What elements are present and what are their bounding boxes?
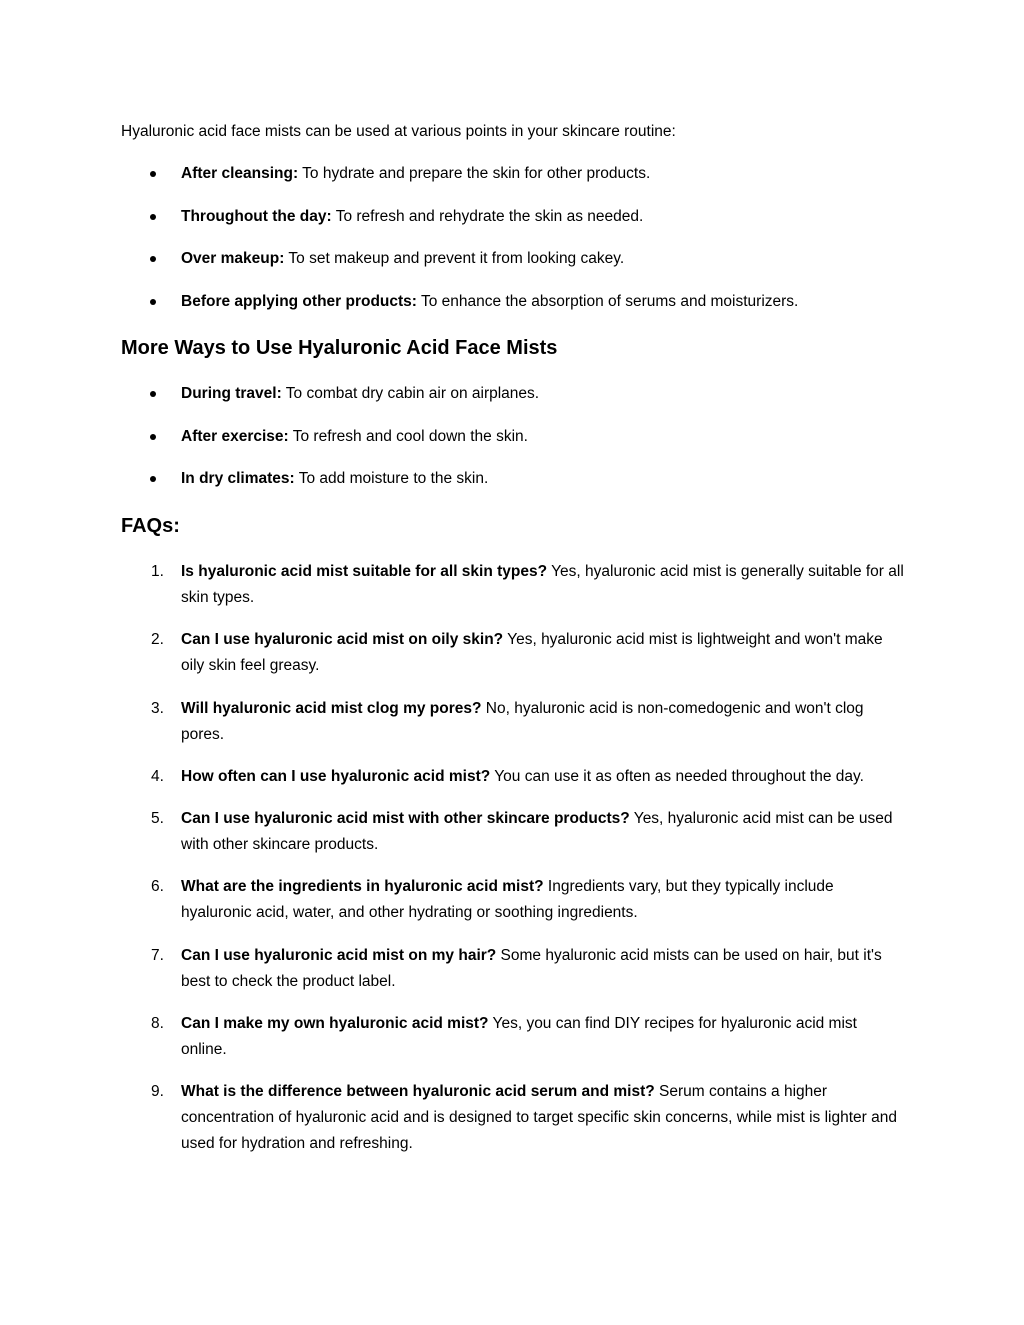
list-item bbox=[0, 291, 1024, 334]
bullet-icon bbox=[150, 391, 156, 397]
list-item bbox=[0, 248, 1024, 291]
faq-question: Can I use hyaluronic acid mist on oily skin? bbox=[181, 631, 504, 649]
item-text: To combat dry cabin air on airplanes. bbox=[281, 385, 540, 402]
faq-item bbox=[0, 764, 906, 790]
faq-question: Can I use hyaluronic acid mist on my hair? bbox=[181, 946, 497, 964]
faq-answer: You can use it as often as needed throughout the day. bbox=[490, 767, 864, 785]
item-term: Before applying other products: bbox=[181, 292, 417, 310]
faq-answer: Yes, you can find DIY recipes for hyaluronic acid mist online. bbox=[181, 1015, 857, 1059]
bullet-icon bbox=[150, 214, 156, 220]
faq-number: 2. bbox=[151, 631, 164, 649]
item-text: To add moisture to the skin. bbox=[294, 470, 489, 487]
faq-number: 3. bbox=[151, 699, 164, 717]
intro-paragraph: Hyaluronic acid face mists can be used at various points in your skincare routine: bbox=[121, 123, 676, 140]
item-term: After exercise: bbox=[181, 427, 289, 445]
item-term: During travel: bbox=[181, 385, 282, 402]
faq-answer: Yes, hyaluronic acid mist can be used with other skincare products. bbox=[181, 810, 893, 854]
faq-question: Will hyaluronic acid mist clog my pores? bbox=[181, 699, 482, 717]
faq-number: 5. bbox=[151, 810, 164, 828]
bullet-icon bbox=[150, 256, 156, 262]
item-text: To refresh and cool down the skin. bbox=[288, 427, 528, 445]
item-term: Over makeup: bbox=[181, 250, 285, 267]
faq-answer: Some hyaluronic acid mists can be used on hair, but it's best to check the product label. bbox=[181, 946, 882, 990]
faq-number: 9. bbox=[151, 1083, 164, 1101]
bullet-icon bbox=[150, 171, 156, 177]
faq-number: 7. bbox=[151, 946, 164, 964]
faq-answer: Yes, hyaluronic acid mist is lightweight and won't make oily skin feel greasy. bbox=[181, 631, 883, 675]
faq-item bbox=[0, 696, 906, 748]
bullet-icon bbox=[150, 299, 156, 305]
item-term: After cleansing: bbox=[181, 165, 299, 182]
item-term: In dry climates: bbox=[181, 470, 295, 487]
faq-item bbox=[0, 1011, 906, 1063]
faq-number: 6. bbox=[151, 878, 164, 896]
faq-question: What is the difference between hyaluronic acid serum and mist? bbox=[181, 1083, 655, 1101]
bullet-icon bbox=[150, 434, 156, 440]
faq-question: Can I make my own hyaluronic acid mist? bbox=[181, 1015, 489, 1033]
bullet-icon bbox=[150, 476, 156, 482]
item-text: To set makeup and prevent it from looking cakey. bbox=[284, 250, 625, 267]
more-ways-list bbox=[0, 383, 1024, 511]
more-ways-heading: More Ways to Use Hyaluronic Acid Face Mists bbox=[121, 337, 558, 359]
faq-question: Can I use hyaluronic acid mist with other skincare products? bbox=[181, 810, 630, 828]
faq-number: 8. bbox=[151, 1015, 164, 1033]
faq-number: 4. bbox=[151, 767, 164, 785]
faq-item bbox=[0, 806, 906, 858]
faqs-heading: FAQs: bbox=[121, 515, 180, 537]
faq-answer: No, hyaluronic acid is non-comedogenic and won't clog pores. bbox=[181, 699, 864, 743]
faq-item bbox=[0, 874, 906, 926]
item-text: To refresh and rehydrate the skin as needed. bbox=[331, 207, 644, 225]
list-item bbox=[0, 163, 1024, 206]
faq-question: Is hyaluronic acid mist suitable for all skin types? bbox=[181, 563, 548, 580]
faq-answer: Ingredients vary, but they typically include hyaluronic acid, water, and other hydrating or soothing ingredients. bbox=[181, 878, 834, 922]
faq-item bbox=[0, 627, 906, 679]
faq-item bbox=[0, 1079, 906, 1157]
item-term: Throughout the day: bbox=[181, 207, 332, 225]
list-item bbox=[0, 426, 1024, 469]
list-item bbox=[0, 468, 1024, 511]
item-text: To enhance the absorption of serums and moisturizers. bbox=[416, 292, 799, 310]
faq-question: What are the ingredients in hyaluronic acid mist? bbox=[181, 878, 544, 896]
faq-number: 1. bbox=[151, 563, 164, 580]
faq-list bbox=[0, 559, 1024, 1174]
faq-item bbox=[0, 943, 906, 995]
list-item bbox=[0, 383, 1024, 426]
usage-points-list bbox=[0, 163, 1024, 333]
item-text: To hydrate and prepare the skin for other products. bbox=[298, 165, 651, 182]
list-item bbox=[0, 206, 1024, 249]
faq-answer: Yes, hyaluronic acid mist is generally suitable for all skin types. bbox=[181, 563, 904, 606]
faq-answer: Serum contains a higher concentration of hyaluronic acid and is designed to target specific skin concerns, while mist is lighter and used for hydration and refreshing. bbox=[181, 1083, 897, 1153]
faq-question: How often can I use hyaluronic acid mist? bbox=[181, 767, 491, 785]
faq-item bbox=[0, 559, 906, 611]
